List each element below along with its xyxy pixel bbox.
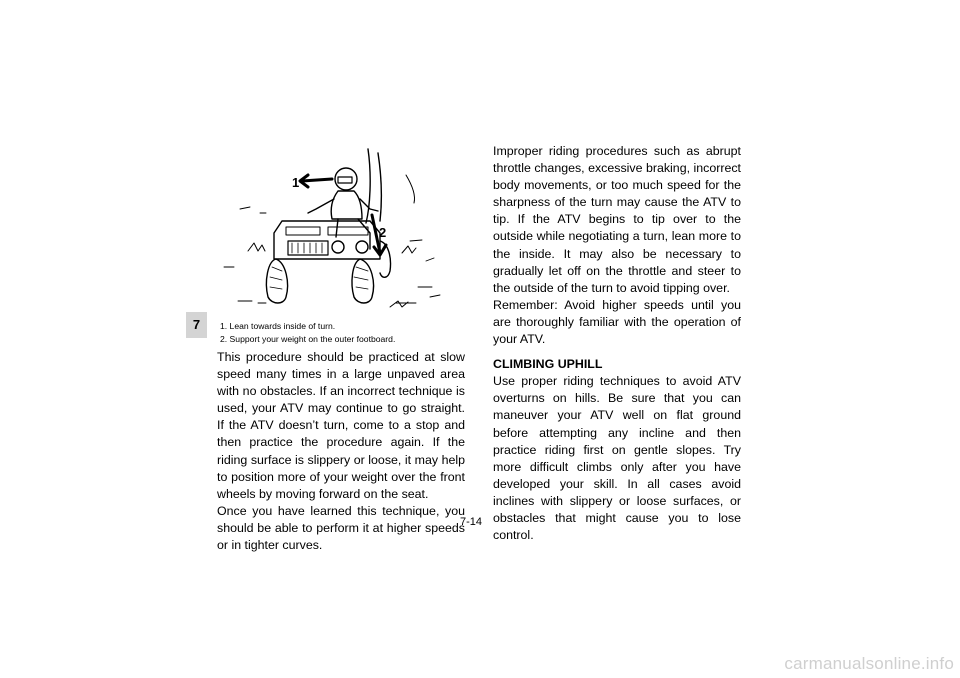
paragraph: Remember: Avoid higher speeds until you are thoroughly familiar with the operation of your ATV. <box>493 297 741 347</box>
page-number: 7-14 <box>460 516 483 528</box>
caption-1: 1. Lean towards inside of turn. <box>220 321 336 331</box>
paragraph: Once you have learned this technique, you should be able to perform it at higher speeds or in tighter curves. <box>217 503 465 553</box>
chapter-tab: 7 <box>186 312 207 338</box>
paragraph: Use proper riding techniques to avoid ATV overturns on hills. Be sure that you can maneuver your ATV well on flat ground before attempting any incline and then practice riding first on gentle slopes. Try more difficult climbs only after you have developed your skill. In all cases avoid inclines with slippery or loose surfaces, or obstacles that might cause you to lose control. <box>493 374 741 543</box>
left-column <box>217 349 465 554</box>
figure-captions <box>220 320 470 346</box>
watermark: carmanualsonline.info <box>784 654 954 673</box>
paragraph: This procedure should be practiced at slow speed many times in a large unpaved area with no obstacles. If an incorrect technique is used, your ATV may continue to go straight. If the ATV doesn’t turn, come to a stop and then practice the procedure again. If the riding surface is slippery or loose, it may help to position more of your weight over the front wheels by moving forward on the seat. <box>217 350 465 501</box>
right-column <box>493 143 741 544</box>
atv-rider-illustration <box>220 137 448 311</box>
section-heading: CLIMBING UPHILL <box>493 357 603 372</box>
callout-2: 2 <box>379 225 387 240</box>
paragraph: Improper riding procedures such as abrupt throttle changes, excessive braking, incorrect body movements, or too much speed for the sharpness of the turn may cause the ATV to tip. If the ATV begins to tip over to the outside while negotiating a turn, lean more to the inside. It may also be necessary to gradually let off on the throttle and steer to the outside of the turn to avoid tipping over. <box>493 144 741 295</box>
callout-1: 1 <box>292 175 300 190</box>
caption-2: 2. Support your weight on the outer footboard. <box>220 334 396 344</box>
